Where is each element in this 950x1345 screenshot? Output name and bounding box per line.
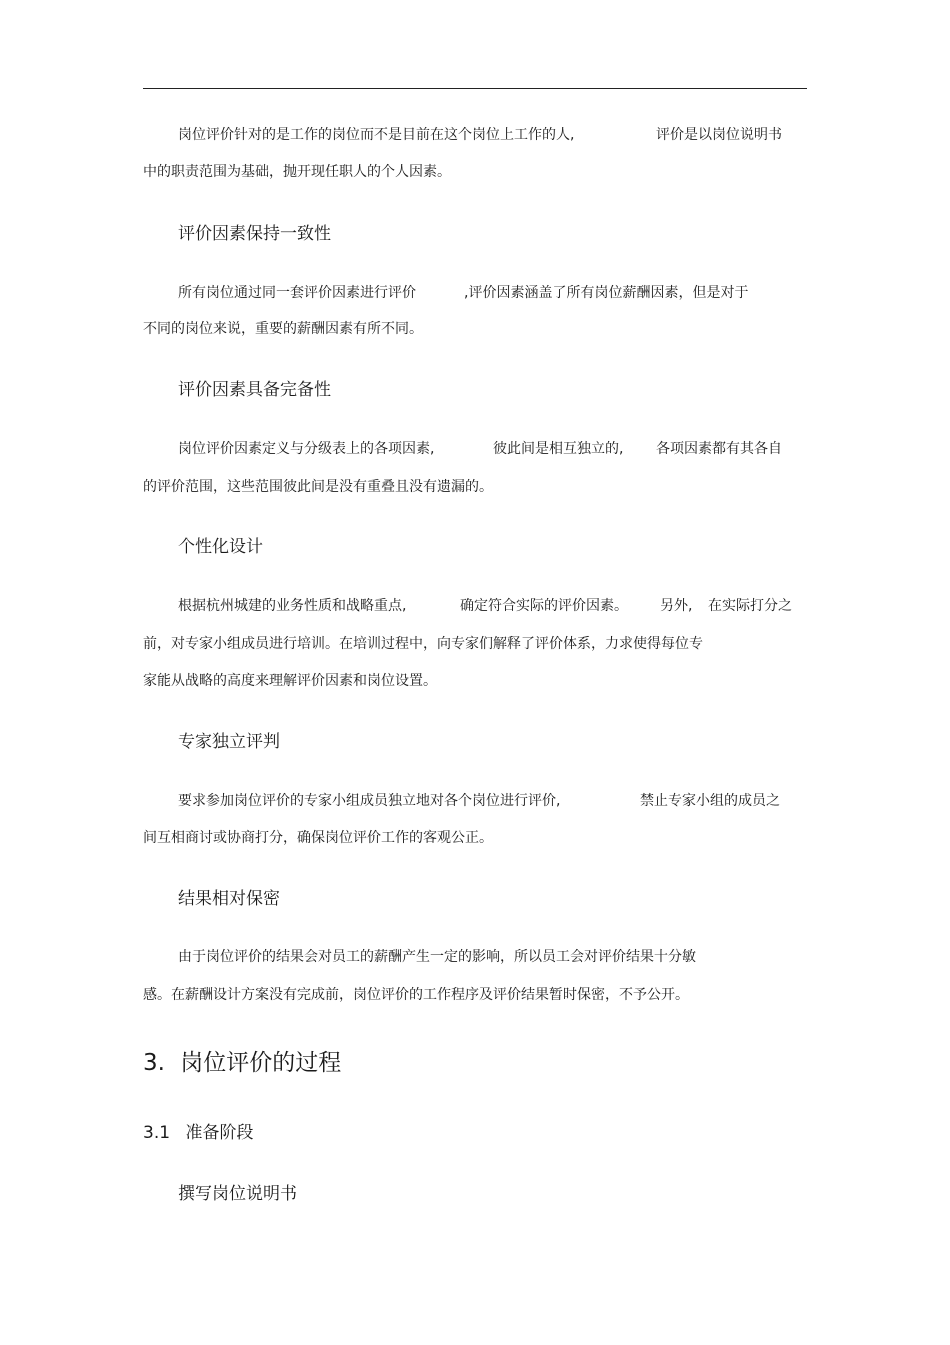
paragraph-4-line-3: 家能从战略的高度来理解评价因素和岗位设置。 xyxy=(143,673,437,689)
paragraph-3-line-2: 的评价范围，这些范围彼此间是没有重叠且没有遗漏的。 xyxy=(143,479,493,495)
paragraph-1-line-2: 中的职责范围为基础，抛开现任职人的个人因素。 xyxy=(143,164,451,180)
text-segment: 岗位评价因素定义与分级表上的各项因素, xyxy=(178,441,435,457)
paragraph-5-line-2: 间互相商讨或协商打分，确保岗位评价工作的客观公正。 xyxy=(143,830,493,846)
section-3-heading xyxy=(143,1049,341,1077)
paragraph-1-line-1 xyxy=(178,125,798,145)
subheading-design: 个性化设计 xyxy=(178,537,263,557)
text-segment: 岗位评价针对的是工作的岗位而不是目前在这个岗位上工作的人, xyxy=(178,127,575,143)
text-segment: 各项因素都有其各自 xyxy=(656,441,782,457)
paragraph-3-line-1 xyxy=(178,439,798,459)
subheading-write-job-description: 撰写岗位说明书 xyxy=(178,1184,297,1204)
paragraph-6-line-2: 感。在薪酬设计方案没有完成前，岗位评价的工作程序及评价结果暂时保密，不予公开。 xyxy=(143,987,689,1003)
paragraph-4-line-2: 前，对专家小组成员进行培训。在培训过程中，向专家们解释了评价体系，力求使得每位专 xyxy=(143,636,703,652)
paragraph-6-line-1: 由于岗位评价的结果会对员工的薪酬产生一定的影响，所以员工会对评价结果十分敏 xyxy=(178,949,696,965)
paragraph-2-line-2: 不同的岗位来说，重要的薪酬因素有所不同。 xyxy=(143,321,423,337)
paragraph-2-line-1 xyxy=(178,283,798,303)
section-number: 3.1 xyxy=(143,1123,171,1143)
text-segment: 所有岗位通过同一套评价因素进行评价 xyxy=(178,285,416,301)
section-number: 3. xyxy=(143,1050,165,1076)
subheading-completeness: 评价因素具备完备性 xyxy=(178,380,331,400)
subheading-consistency: 评价因素保持一致性 xyxy=(178,224,331,244)
text-segment: 确定符合实际的评价因素。 xyxy=(460,598,628,614)
section-3-1-heading xyxy=(143,1122,253,1144)
section-title: 准备阶段 xyxy=(185,1123,254,1143)
paragraph-4-line-1 xyxy=(178,596,803,616)
header-rule xyxy=(143,88,807,89)
text-segment: 要求参加岗位评价的专家小组成员独立地对各个岗位进行评价, xyxy=(178,793,561,809)
subheading-independent: 专家独立评判 xyxy=(178,732,280,752)
text-segment: 彼此间是相互独立的, xyxy=(493,441,624,457)
subheading-confidential: 结果相对保密 xyxy=(178,889,280,909)
paragraph-5-line-1 xyxy=(178,791,798,811)
text-segment: 在实际打分之 xyxy=(708,598,792,614)
text-segment: 评价是以岗位说明书 xyxy=(656,127,782,143)
section-title: 岗位评价的过程 xyxy=(180,1050,342,1076)
text-segment: 根据杭州城建的业务性质和战略重点, xyxy=(178,598,407,614)
text-segment: ,评价因素涵盖了所有岗位薪酬因素，但是对于 xyxy=(464,285,749,301)
text-segment: 禁止专家小组的成员之 xyxy=(640,793,780,809)
text-segment: 另外, xyxy=(660,598,693,614)
